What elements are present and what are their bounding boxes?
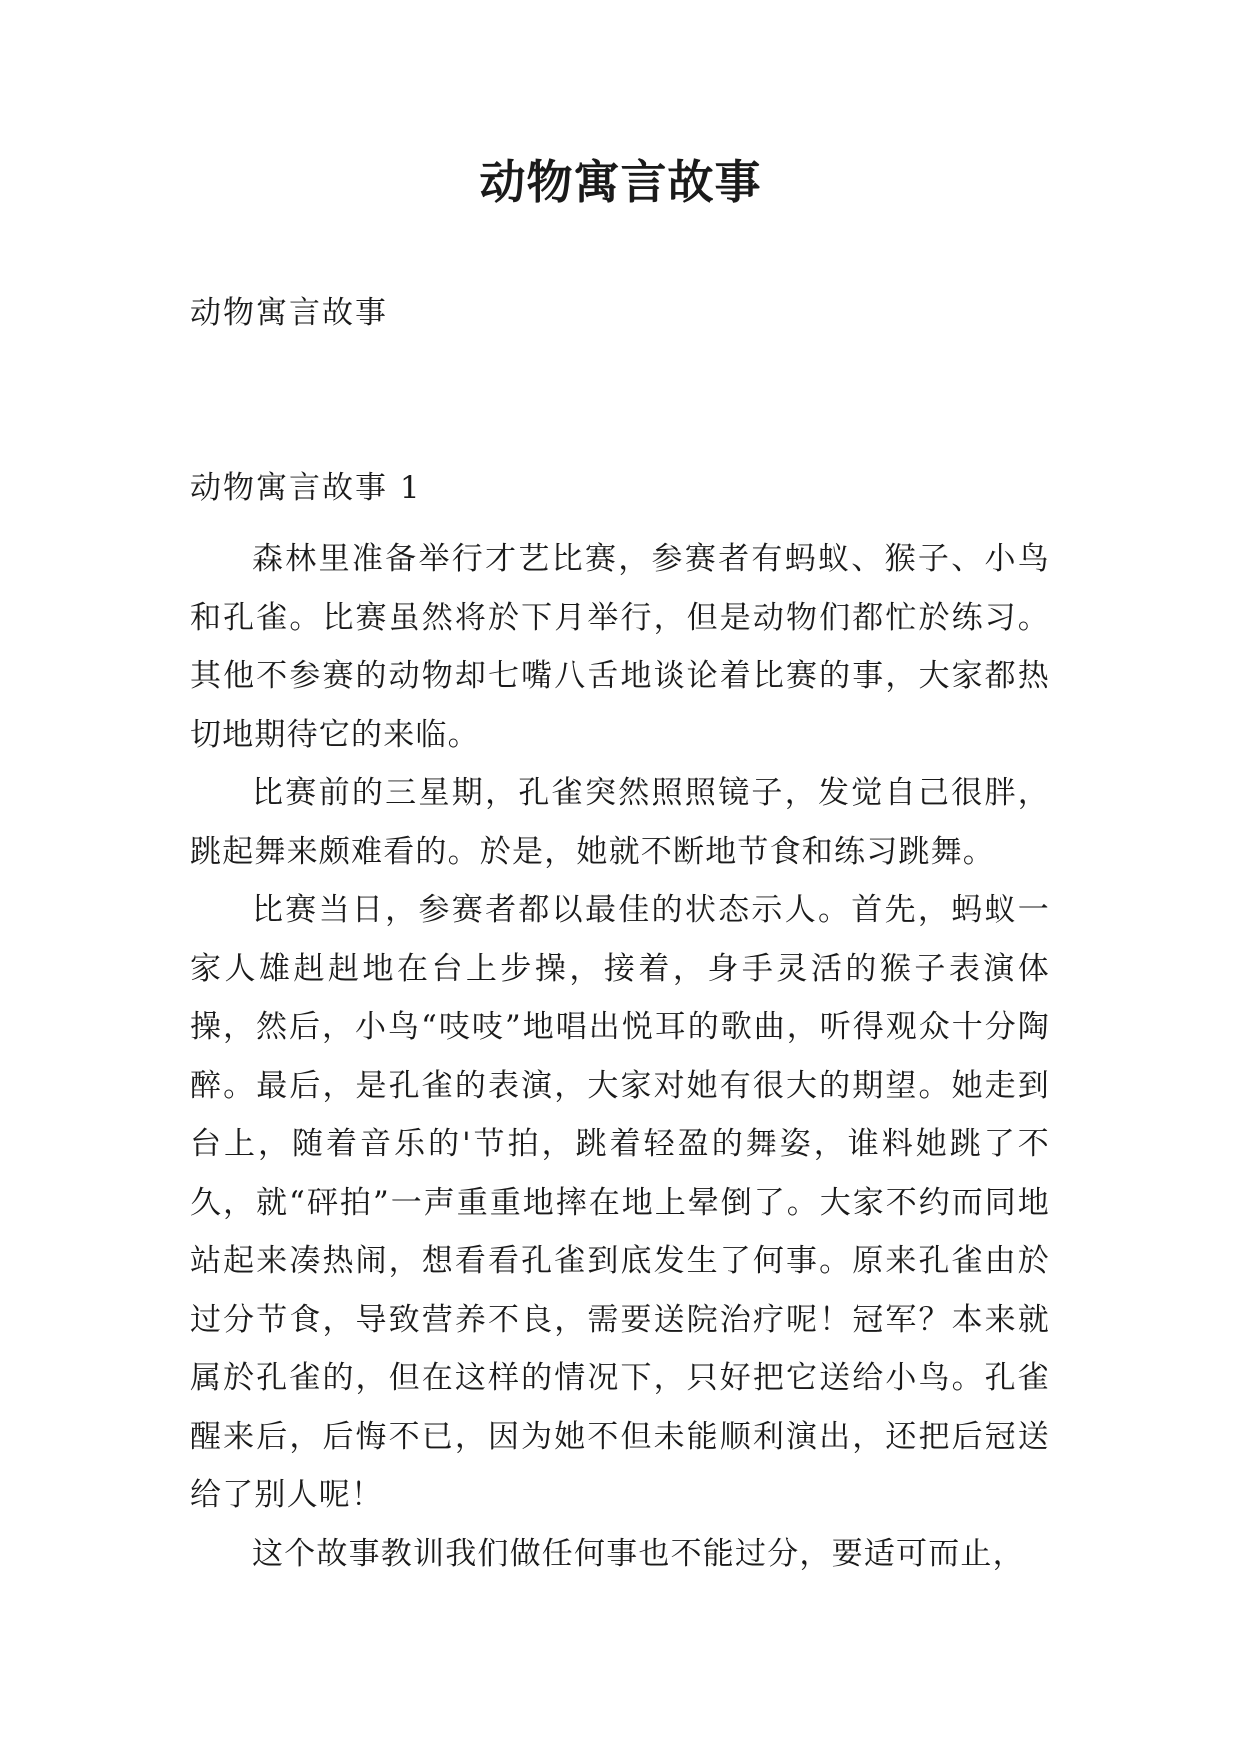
section-heading: 动物寓言故事 1 [190, 470, 422, 506]
paragraph: 森林里准备举行才艺比赛，参赛者有蚂蚁、猴子、小鸟和孔雀。比赛虽然将於下月举行，但是动物们都忙於练习。其他不参赛的动物却七嘴八舌地谈论着比赛的事，大家都热切地期待它的来临。 [190, 541, 1050, 753]
story-body [190, 530, 1050, 1583]
paragraph: 比赛当日，参赛者都以最佳的状态示人。首先，蚂蚁一家人雄赳赳地在台上步操，接着，身手灵活的猴子表演体操，然后，小鸟“吱吱”地唱出悦耳的歌曲，听得观众十分陶醉。最后，是孔雀的表演，大家对她有很大的期望。她走到台上，随着音乐的'节拍，跳着轻盈的舞姿，谁料她跳了不久，就“砰拍”一声重重地摔在地上晕倒了。大家不约而同地站起来凑热闹，想看看孔雀到底发生了何事。原来孔雀由於过分节食，导致营养不良，需要送院治疗呢！冠军？本来就属於孔雀的，但在这样的情况下，只好把它送给小鸟。孔雀醒来后，后悔不已，因为她不但未能顺利演出，还把后冠送给了别人呢！ [190, 892, 1050, 1513]
paragraph: 比赛前的三星期，孔雀突然照照镜子，发觉自己很胖，跳起舞来颇难看的。於是，她就不断地节食和练习跳舞。 [190, 775, 1050, 870]
document-title: 动物寓言故事 [479, 155, 762, 209]
document-subtitle: 动物寓言故事 [190, 295, 388, 331]
paragraph: 这个故事教训我们做任何事也不能过分，要适可而止， [252, 1535, 1025, 1572]
